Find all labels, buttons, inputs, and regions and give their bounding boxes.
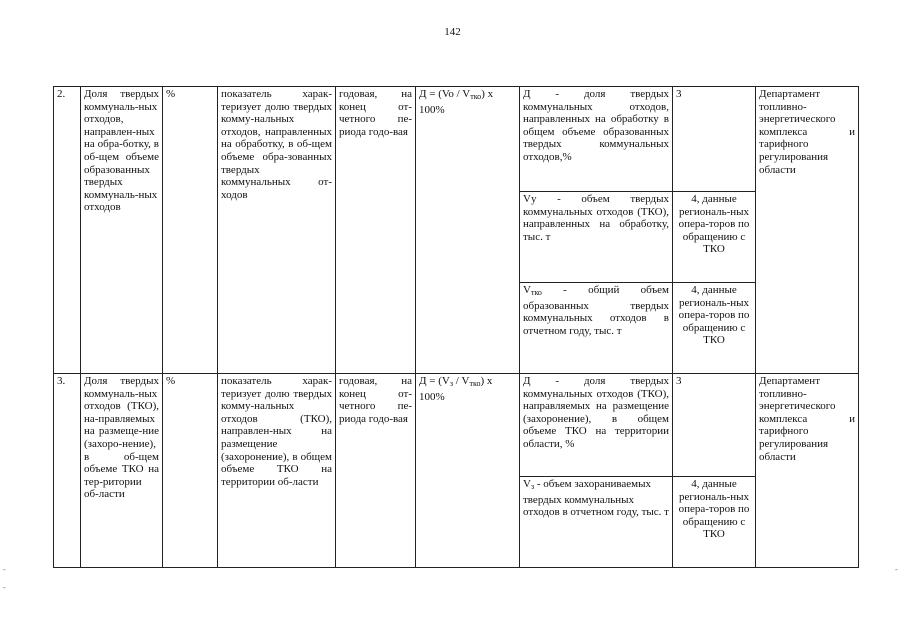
responsible-department: Департамент топливно-энергетического комплекса и тарифного регулирования области bbox=[756, 374, 859, 568]
data-source: 4, данные региональ-ных опера-торов по обращению с ТКО bbox=[673, 477, 756, 568]
data-source: 3 bbox=[673, 374, 756, 477]
indicator-description: показатель харак-теризует долю твердых комму-нальных отходов (ТКО), направлен-ных на размещение (захоронение), в общем объеме ТКО на территории об-ласти bbox=[218, 374, 336, 568]
periodicity: годовая, на конец от-четного пе-риода годо-вая bbox=[336, 374, 416, 568]
indicators-table bbox=[53, 86, 859, 568]
scan-mark-left: - bbox=[3, 583, 6, 592]
periodicity: годовая, на конец от-четного пе-риода годо-вая bbox=[336, 87, 416, 374]
indicator-name: Доля твердых коммуналь-ных отходов, направлен-ных на обра-ботку, в об-щем объеме образованных твердых коммуналь-ных отходов bbox=[81, 87, 163, 374]
param-description: $V_з$ - объем захораниваемых твердых коммунальных отходов в отчетном году, тыс. т bbox=[520, 477, 673, 568]
data-source: 4, данные региональ-ных опера-торов по обращению с ТКО bbox=[673, 192, 756, 283]
row-number: 2. bbox=[54, 87, 81, 374]
param-description: Д - доля твердых коммунальных отходов (ТКО), направляемых на размещение (захоронение), в общем объеме ТКО на территории области, % bbox=[520, 374, 673, 477]
data-source: 3 bbox=[673, 87, 756, 192]
param-description: Vу - объем твердых коммунальных отходов (ТКО), направленных на обработку, тыс. т bbox=[520, 192, 673, 283]
param-description: Д - доля твердых коммунальных отходов, направленных на обработку в общем объеме образованных твердых коммунальных отходов,% bbox=[520, 87, 673, 192]
param-description: $V_{тко}$ - общий объем образованных твердых коммунальных отходов в отчетном году, тыс. т bbox=[520, 283, 673, 374]
scan-mark-right: - bbox=[895, 565, 898, 574]
unit: % bbox=[163, 87, 218, 374]
page-number: 142 bbox=[444, 26, 461, 38]
row-number: 3. bbox=[54, 374, 81, 568]
data-source: 4, данные региональ-ных опера-торов по обращению с ТКО bbox=[673, 283, 756, 374]
indicator-name: Доля твердых коммуналь-ных отходов (ТКО), на-правляемых на размеще-ние (захоро-нение), в об-щем объеме ТКО на тер-ритории об-ласти bbox=[81, 374, 163, 568]
formula: $Д = (Vo / V_{тко})$ x 100% bbox=[416, 87, 520, 374]
unit: % bbox=[163, 374, 218, 568]
formula: $Д = (V_з / V_{тко})$ x 100% bbox=[416, 374, 520, 568]
table-row bbox=[54, 87, 859, 192]
indicator-description: показатель харак-теризует долю твердых комму-нальных отходов, направленных на обработку, в об-щем объеме обра-зованных твердых коммунальных от-ходов bbox=[218, 87, 336, 374]
table-row bbox=[54, 374, 859, 477]
responsible-department: Департамент топливно-энергетического комплекса и тарифного регулирования области bbox=[756, 87, 859, 374]
scan-mark-left: - bbox=[3, 565, 6, 574]
